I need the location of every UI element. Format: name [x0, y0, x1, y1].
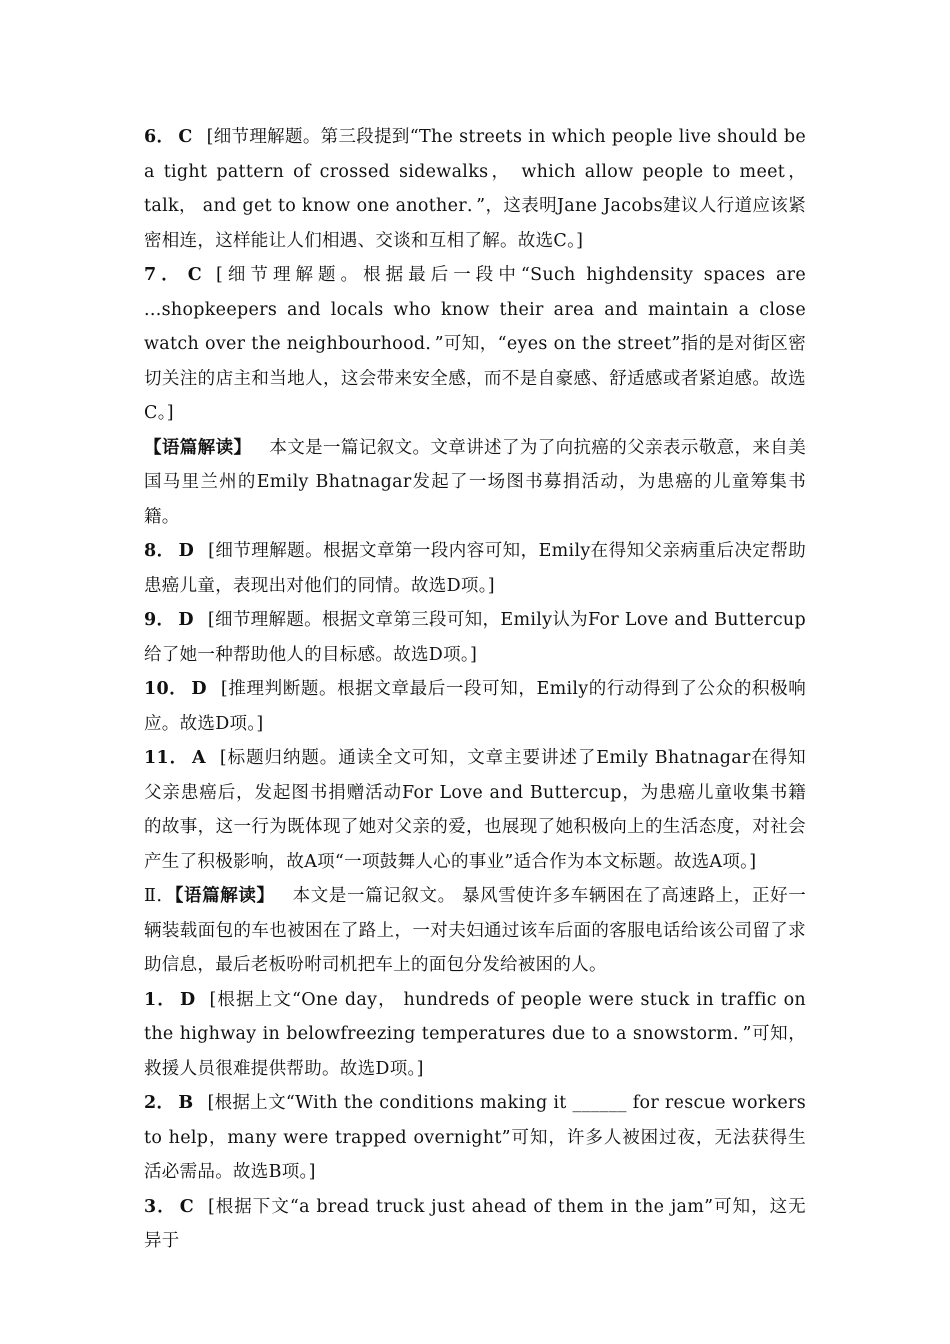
explanation-text: [细节理解题。第三段提到“The streets in which people live should be a tight pattern of crossed sidewalks， which allow people to meet， talk， and get to know one another．”，这表明Jane Jacobs建议人行道应该紧密相连，这样能让人们相遇、交谈和互相了解。故选C。]: [144, 127, 806, 251]
item-number: 11．: [144, 748, 189, 768]
item-6: [144, 120, 806, 258]
answer-letter: A: [192, 748, 206, 768]
item-ii-3: [144, 1190, 806, 1259]
answer-letter: C: [179, 1196, 194, 1217]
section-number: Ⅱ．: [144, 886, 175, 906]
answer-letter: D: [178, 541, 195, 561]
explanation-text: [根据上文“One day， hundreds of people were stuck in traffic on the highway in belowfreezing temperatures due to a snowstorm．”可知，救援人员很难提供帮助。故选D项。]: [144, 989, 806, 1079]
answer-letter: C: [178, 127, 193, 147]
explanation-text: [标题归纳题。通读全文可知，文章主要讲述了Emily Bhatnagar在得知父亲患癌后，发起图书捐赠活动For Love and Buttercup，为患癌儿童收集书籍的故事，这一行为既体现了她对父亲的爱，也展现了她积极向上的生活态度，对社会产生了积极影响，故A项“一项鼓舞人心的事业”适合作为本文标题。故选A项。]: [144, 748, 806, 872]
item-8: [144, 534, 806, 603]
answer-letter: B: [178, 1093, 194, 1113]
item-number: 10．: [144, 679, 188, 699]
item-number: 1．: [144, 989, 176, 1010]
passage-analysis-c: [144, 431, 806, 535]
item-number: 9．: [144, 610, 175, 630]
answer-letter: D: [191, 679, 207, 699]
explanation-text: [根据下文“a bread truck just ahead of them in the jam”可知，这无异于: [144, 1196, 806, 1251]
item-number: 8．: [144, 541, 175, 561]
answer-letter: D: [179, 989, 196, 1010]
answer-letter: C: [187, 265, 202, 285]
explanation-text: [细节理解题。根据文章第一段内容可知，Emily在得知父亲病重后决定帮助患癌儿童，表现出对他们的同情。故选D项。]: [144, 541, 806, 596]
explanation-text: 本文是一篇记叙文。文章讲述了为了向抗癌的父亲表示敬意，来自美国马里兰州的Emily Bhatnagar发起了一场图书募捐活动，为患癌的儿童筹集书籍。: [144, 437, 806, 527]
explanation-text: [根据上文“With the conditions making it ______ for rescue workers to help，many were trapped overnight”可知，许多人被困过夜，无法获得生活必需品。故选B项。]: [144, 1093, 806, 1182]
explanation-text: 本文是一篇记叙文。 暴风雪使许多车辆困在了高速路上，正好一辆装载面包的车也被困在了路上，一对夫妇通过该车后面的客服电话给该公司留了求助信息，最后老板吩咐司机把车上的面包分发给被困的人。: [144, 886, 806, 975]
explanation-text: [推理判断题。根据文章最后一段可知，Emily的行动得到了公众的积极响应。故选D项。]: [144, 679, 806, 734]
section-tag: 【语篇解读】: [144, 437, 252, 458]
item-ii-2: [144, 1086, 806, 1190]
item-11: [144, 741, 806, 879]
item-10: [144, 672, 806, 741]
item-number: 3．: [144, 1196, 176, 1217]
item-ii-1: [144, 983, 806, 1087]
answer-letter: D: [178, 610, 194, 630]
item-number: 2．: [144, 1093, 175, 1113]
answer-explanations: [144, 120, 806, 1259]
item-number: 7．: [144, 265, 184, 285]
section-tag: 【语篇解读】: [174, 886, 275, 906]
explanation-text: [细节理解题。根据文章第三段可知，Emily认为For Love and Buttercup给了她一种帮助他人的目标感。故选D项。]: [144, 610, 806, 665]
item-9: [144, 603, 806, 672]
passage-analysis-section-2: [144, 879, 806, 983]
item-7: [144, 258, 806, 431]
explanation-text: [细节理解题。根据最后一段中“Such highdensity spaces are ...shopkeepers and locals who know their area and maintain a close watch over the neighbourhood．”可知，“eyes on the street”指的是对街区密切关注的店主和当地人，这会带来安全感，而不是自豪感、舒适感或者紧迫感。故选C。]: [144, 265, 807, 423]
item-number: 6．: [144, 127, 175, 147]
